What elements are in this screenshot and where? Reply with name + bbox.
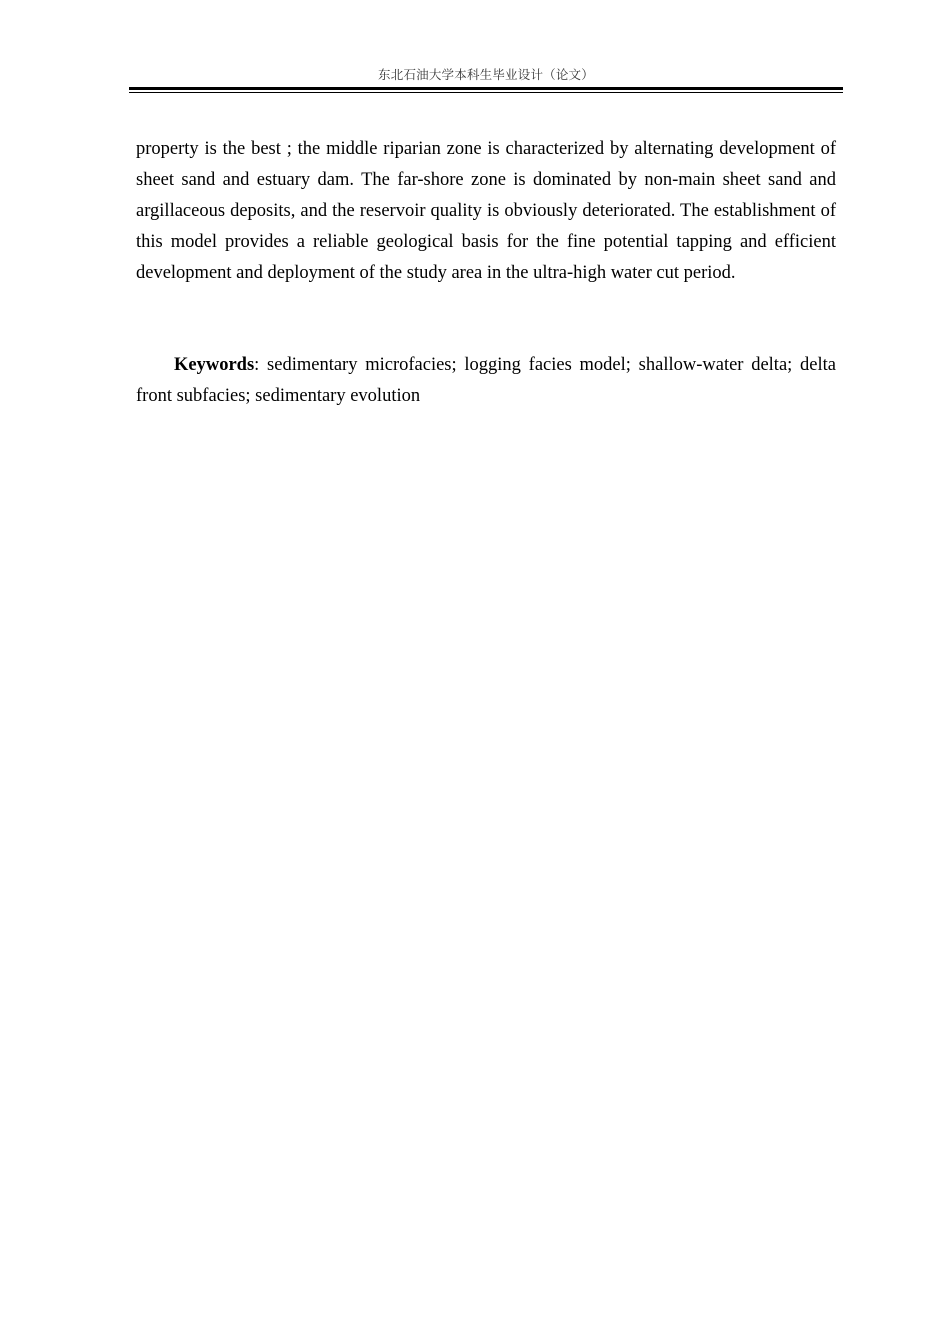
header-rule-thin <box>129 92 843 93</box>
keywords-label: Keywords <box>174 355 255 375</box>
header-rule-thick <box>129 87 843 90</box>
abstract-paragraph: property is the best ; the middle riparian zone is characterized by alternating development of sheet sand and estuary dam. The far-shore zone is dominated by non-main sheet sand and argillaceous deposits, and the reservoir quality is obviously deteriorated. The establishment of this model provides a reliable geological basis for the fine potential tapping and efficient development and deployment of the study area in the ultra-high water cut period. <box>136 139 836 283</box>
keywords-text: : sedimentary microfacies; logging facies model; shallow-water delta; delta front subfacies; sedimentary evolution <box>136 355 836 406</box>
page-header <box>129 66 843 84</box>
keywords-paragraph <box>136 350 836 412</box>
header-title: 东北石油大学本科生毕业设计（论文） <box>378 67 594 82</box>
